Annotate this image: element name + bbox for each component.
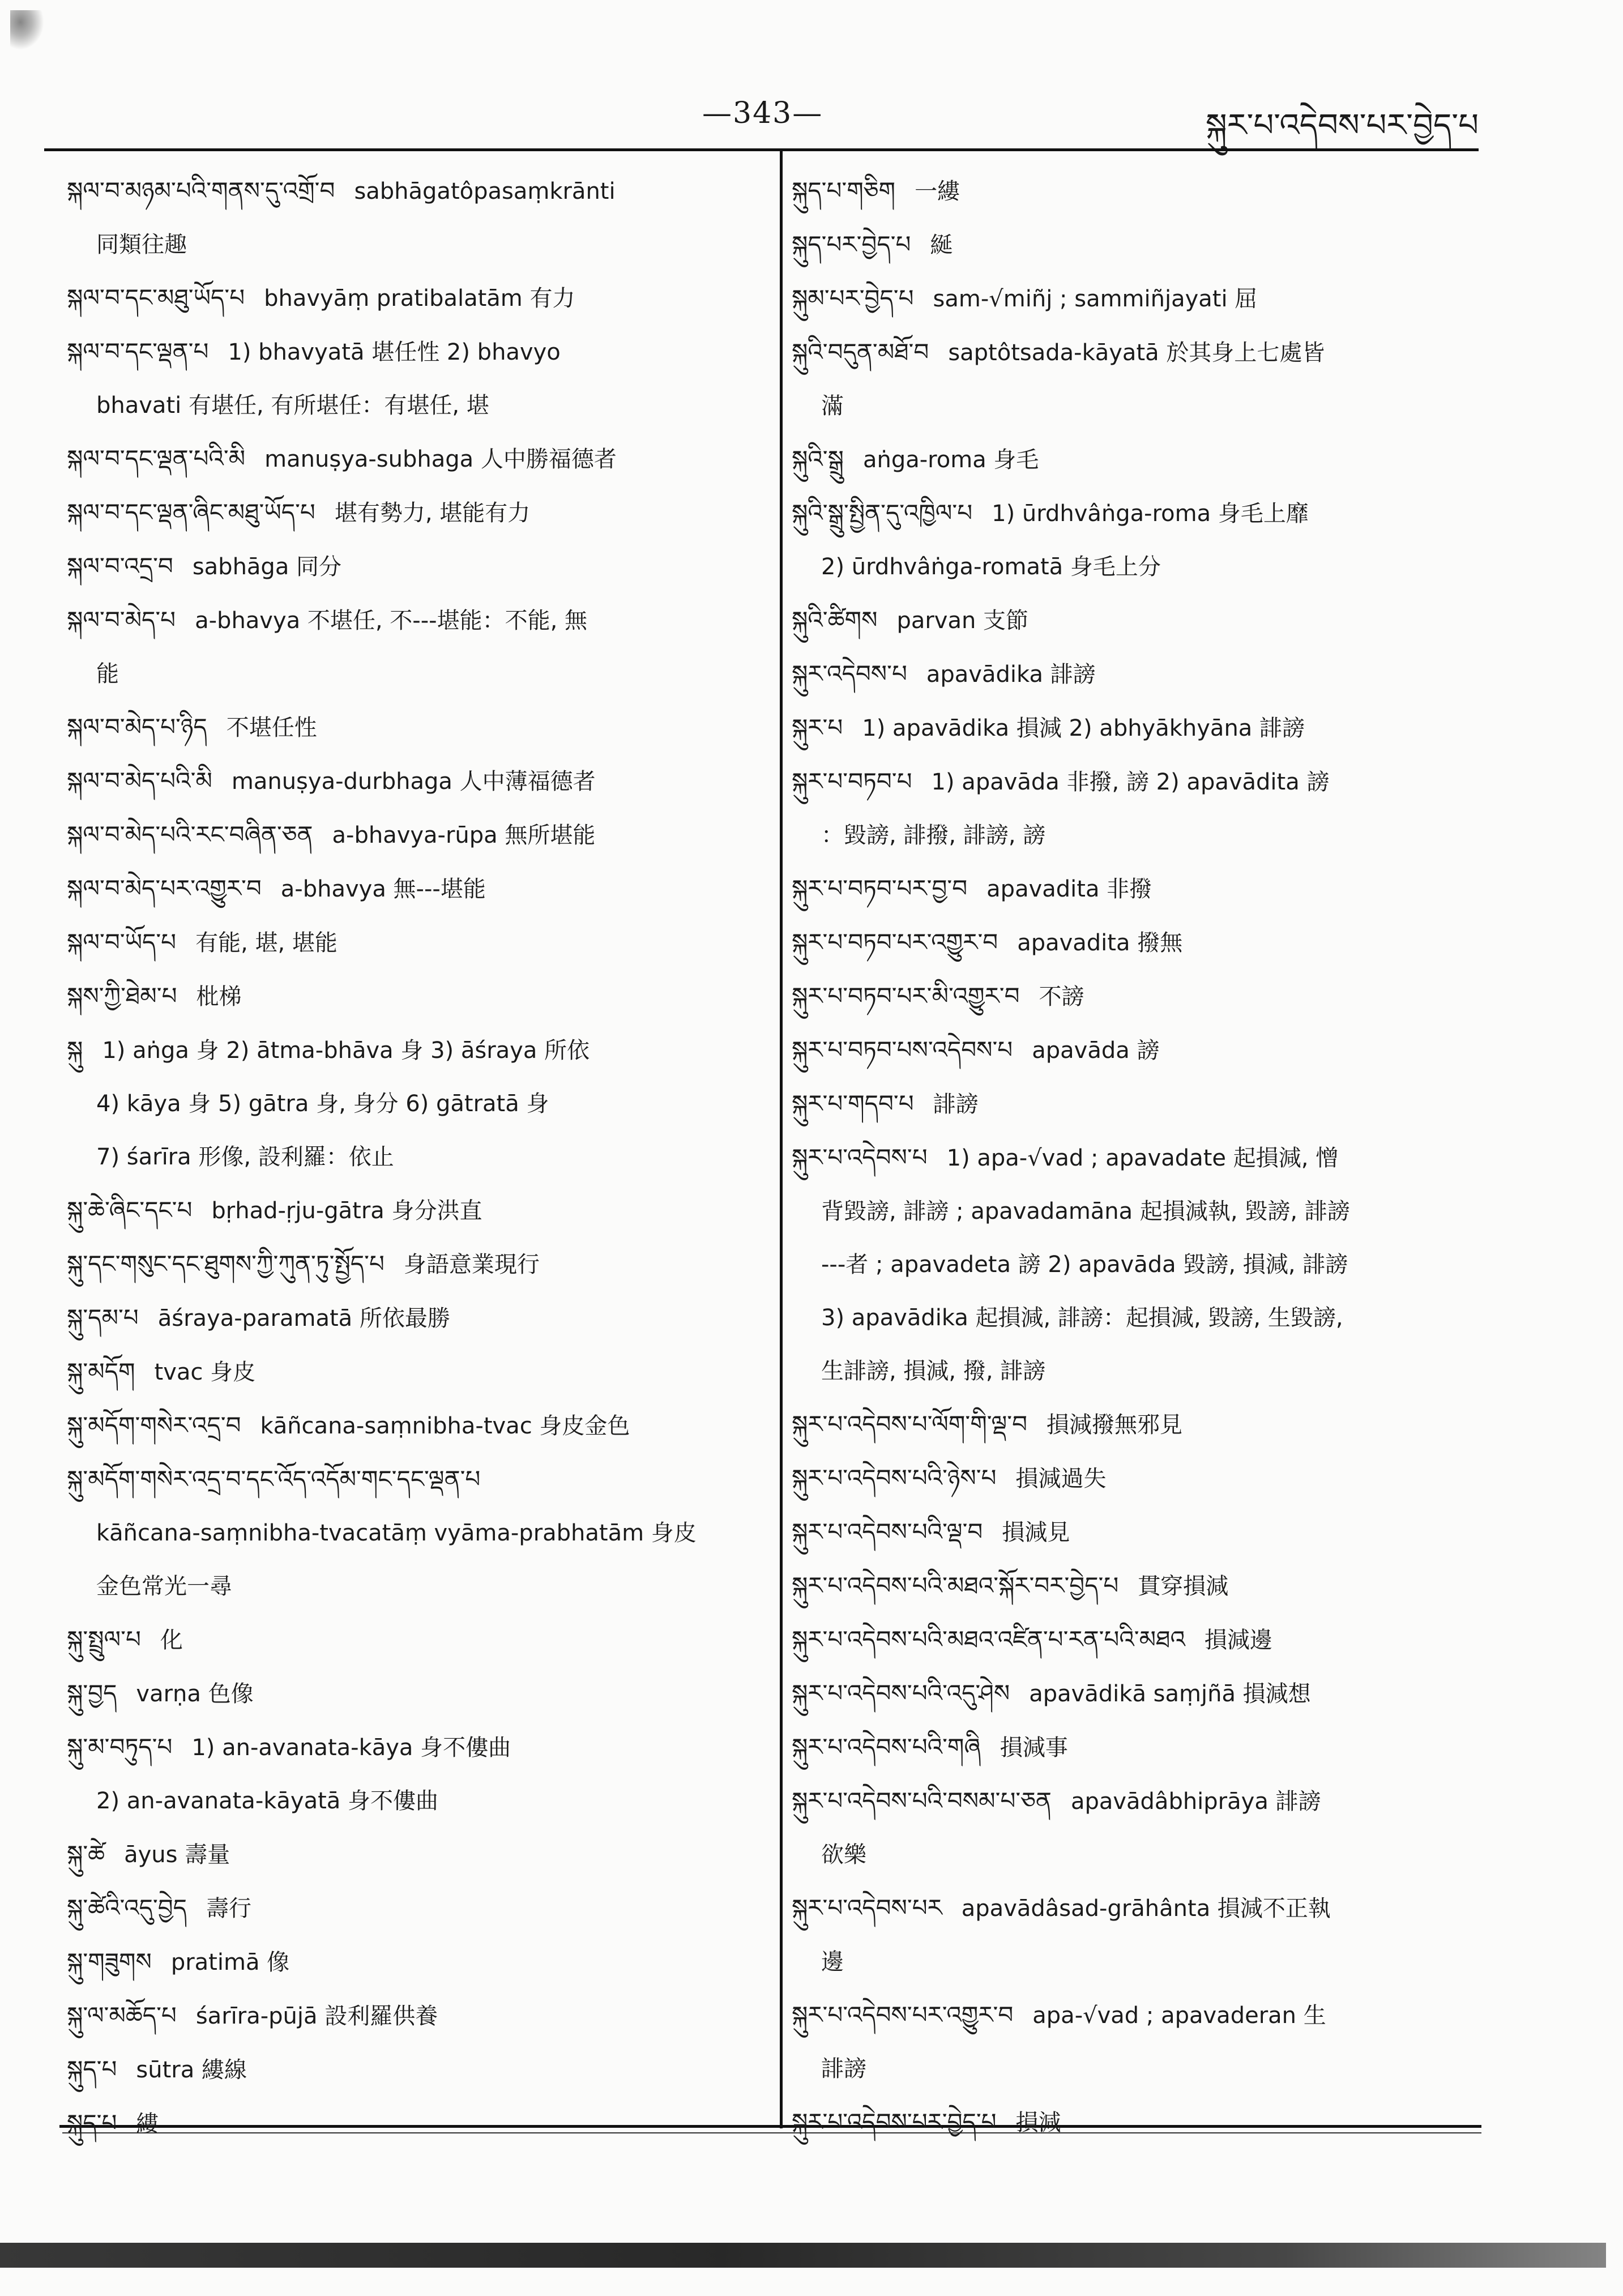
entry-tibetan-headword: སྐལ་བ་མཉམ་པའི་གནས་དུ་འགྲོ་བ — [67, 177, 335, 204]
dictionary-entry — [792, 272, 1477, 326]
dictionary-entry — [67, 1453, 758, 1560]
dictionary-entry — [67, 271, 758, 325]
entry-definition: 損減 — [1015, 2110, 1061, 2136]
entry-tibetan-headword: སྐུར་པ་འདེབས་པའི་འདུ་ཤེས — [792, 1679, 1010, 1707]
dictionary-entry — [792, 862, 1477, 916]
entry-tibetan-headword: སྐུ་ཆེ་ཞིང་དང་པ — [67, 1196, 193, 1224]
entry-tibetan-headword: སྐུ་ལ་མཆོད་པ — [67, 2001, 177, 2029]
dictionary-entry — [67, 1667, 758, 1721]
running-head: སྐུར་པ་འདེབས་པར་བྱེད་པ — [1205, 107, 1479, 144]
entry-tibetan-headword: སྐུར་པ་འདེབས་པ་ལོག་གི་ལྡ་བ — [792, 1410, 1028, 1438]
entry-definition: 貫穿損減 — [1138, 1573, 1229, 1599]
entry-tibetan-headword: སྐུ — [67, 1036, 83, 1064]
entry-tibetan-headword: སྐལ་བ་ཡོད་པ — [67, 928, 177, 956]
entry-definition: manuṣya-subhaga 人中勝福德者 — [264, 446, 617, 472]
entry-tibetan-headword: སྐུད་པར་བྱེད་པ — [792, 231, 911, 258]
dictionary-entry — [67, 1828, 758, 1881]
entry-tibetan-headword: སྐུད་པ — [67, 2109, 117, 2137]
entry-definition: 1) ūrdhvâṅga-roma 身毛上靡 — [992, 501, 1309, 527]
entry-tibetan-headword: སྐུ་བྱད — [67, 1679, 117, 1707]
entry-definition: 1) bhavyatā 堪任性 2) bhavyo — [228, 339, 561, 365]
dictionary-entry — [792, 486, 1477, 594]
entry-definition: varṇa 色像 — [136, 1681, 254, 1707]
scan-corner-mark — [10, 10, 44, 50]
entry-tibetan-headword: སྐལ་བ་མེད་པར་འགྱུར་བ — [67, 874, 262, 902]
entry-definition: 堪有勢力, 堪能有力 — [334, 500, 531, 526]
dictionary-entry — [67, 594, 758, 701]
entry-tibetan-headword: སྐུར་པ་འདེབས་པའི་བསམ་པ་ཅན — [792, 1787, 1052, 1815]
dictionary-entry — [792, 970, 1477, 1023]
dictionary-entry — [67, 1237, 758, 1291]
entry-tibetan-headword: སྐུད་པ་གཅིག — [792, 177, 896, 204]
entry-tibetan-headword: སྐུའི་སྒྲུ — [792, 445, 844, 473]
entry-continuation: 欲樂 — [821, 1842, 866, 1868]
entry-tibetan-headword: སྐུར་པ་གདབ་པ — [792, 1090, 914, 1117]
entry-continuation: 2) an-avanata-kāyatā 身不僂曲 — [96, 1788, 439, 1814]
entry-definition: apavadita 撥無 — [1017, 930, 1183, 956]
entry-tibetan-headword: སྐུར་པ་བཏབ་པ — [792, 767, 912, 795]
dictionary-entry — [67, 1399, 758, 1453]
entry-definition: apavādikā saṃjñā 損減想 — [1029, 1681, 1311, 1707]
dictionary-entry — [792, 1881, 1477, 1988]
entry-continuation: 3) apavādika 起損減, 誹謗：起損減, 毀謗, 生毀謗, — [821, 1305, 1343, 1331]
entry-definition: sabhāgatôpasaṃkrānti — [354, 178, 616, 204]
entry-definition: 損減見 — [1002, 1520, 1070, 1546]
entry-definition: tvac 身皮 — [154, 1359, 256, 1385]
entry-tibetan-headword: སྐུ་ཚེ — [67, 1840, 105, 1868]
scan-edge-band — [0, 2243, 1606, 2268]
entry-tibetan-headword: སྐུར་པ་འདེབས་པའི་མཐའ་འཛིན་པ་རན་པའི་མཐའ — [792, 1625, 1185, 1653]
dictionary-entry — [792, 1291, 1477, 1345]
entry-continuation: 2) ūrdhvâṅga-romatā 身毛上分 — [821, 554, 1161, 580]
entry-definition: pratimā 像 — [170, 1949, 290, 1975]
entry-tibetan-headword: སྐལ་བ་དང་ལྡན་པའི་མི — [67, 445, 246, 472]
dictionary-entry — [792, 1023, 1477, 1077]
entry-tibetan-headword: སྐུ་དང་གསུང་དང་ཐུགས་ཀྱི་ཀུན་ཏུ་སྤྱོད་པ — [67, 1250, 385, 1278]
entry-tibetan-headword: སྐུའི་སྒྲུ་སྤྱིན་དུ་འཁྱིལ་པ — [792, 499, 973, 527]
dictionary-entry — [792, 1077, 1477, 1131]
dictionary-entry — [67, 1560, 758, 1613]
dictionary-entry — [67, 1613, 758, 1667]
entry-continuation: 金色常光一尋 — [96, 1573, 232, 1599]
entry-definition: 化 — [160, 1627, 183, 1653]
page-number: —343— — [702, 96, 823, 130]
entry-definition: apavādâsad-grāhânta 損減不正執 — [961, 1896, 1331, 1922]
entry-definition: bṛhad-ṛju-gātra 身分洪直 — [211, 1198, 482, 1224]
entry-tibetan-headword: སྐུར་པ་བཏབ་པར་འགྱུར་བ — [792, 928, 998, 956]
entry-definition: apavādâbhiprāya 誹謗 — [1070, 1789, 1321, 1815]
dictionary-entry — [792, 1613, 1477, 1667]
entry-definition: 1) apa-√vad ; apavadate 起損減, 憎 — [946, 1145, 1339, 1171]
entry-definition: a-bhavya 不堪任, 不---堪能：不能, 無 — [195, 608, 588, 634]
entry-definition: 枇梯 — [196, 984, 242, 1010]
entry-definition: apa-√vad ; apavaderan 生 — [1032, 2003, 1326, 2029]
entry-definition: manuṣya-durbhaga 人中薄福德者 — [231, 769, 596, 795]
entry-tibetan-headword: སྐུར་པ་འདེབས་པའི་ལྡ་བ — [792, 1518, 983, 1546]
entry-tibetan-headword: སྐས་ཀྱི་ཐེམ་པ — [67, 982, 177, 1010]
entry-tibetan-headword: སྐལ་བ་མེད་པ — [67, 606, 176, 634]
dictionary-entry — [792, 1398, 1477, 1452]
dictionary-entry — [67, 754, 758, 808]
dictionary-entry — [792, 1667, 1477, 1721]
dictionary-entry — [67, 2043, 758, 2097]
entry-definition: āśraya-paramatā 所依最勝 — [157, 1305, 450, 1331]
dictionary-entry — [67, 1935, 758, 1989]
right-column — [792, 164, 1477, 2149]
entry-tibetan-headword: སྐུམ་པར་བྱེད་པ — [792, 284, 914, 312]
entry-definition: sam-√miñj ; sammiñjayati 屈 — [933, 286, 1258, 312]
entry-definition: 綖 — [930, 232, 953, 258]
entry-tibetan-headword: སྐུ་མདོག — [67, 1358, 135, 1385]
entry-definition: apavāda 謗 — [1032, 1038, 1160, 1064]
dictionary-entry — [67, 970, 758, 1023]
entry-tibetan-headword: སྐུའི་ཚིགས — [792, 606, 878, 634]
entry-tibetan-headword: སྐུ་མདོག་གསེར་འདྲ་བ — [67, 1411, 241, 1439]
entry-definition: 不謗 — [1039, 984, 1084, 1010]
dictionary-entry — [67, 1989, 758, 2043]
entry-definition: 身語意業現行 — [403, 1252, 540, 1278]
entry-definition: 1) apavāda 非撥, 謗 2) apavādita 謗 — [931, 769, 1330, 795]
dictionary-entry — [792, 1452, 1477, 1505]
entry-definition: 損減事 — [1000, 1735, 1068, 1761]
entry-definition: 1) apavādika 損減 2) abhyākhyāna 誹謗 — [862, 715, 1305, 741]
entry-tibetan-headword: སྐུར་པ་འདེབས་པ — [792, 1143, 928, 1171]
entry-definition: 損減過失 — [1015, 1466, 1107, 1492]
entry-definition: aṅga-roma 身毛 — [862, 447, 1039, 473]
entry-definition: 一縷 — [915, 178, 960, 204]
dictionary-entry — [67, 325, 758, 432]
dictionary-entry — [67, 1130, 758, 1184]
entry-continuation: ---者 ; apavadeta 謗 2) apavāda 毀謗, 損減, 誹謗 — [821, 1252, 1348, 1278]
entry-definition: 不堪任性 — [226, 715, 317, 741]
entry-tibetan-headword: སྐལ་བ་དང་ལྡན་ཞིང་མཐུ་ཡོད་པ — [67, 498, 315, 526]
dictionary-entry — [67, 701, 758, 754]
dictionary-entry — [792, 1505, 1477, 1559]
entry-tibetan-headword: སྐུར་པ་འདེབས་པའི་གཞི — [792, 1733, 981, 1761]
entry-definition: apavādika 誹謗 — [926, 662, 1096, 688]
top-rule — [44, 148, 1479, 151]
entry-definition: 1) an-avanata-kāya 身不僂曲 — [191, 1735, 511, 1761]
entry-tibetan-headword: སྐུ་ཚེའི་འདུ་བྱེད — [67, 1894, 187, 1922]
entry-tibetan-headword: སྐལ་བ་མེད་པའི་རང་བཞིན་ཅན — [67, 821, 313, 848]
entry-continuation: 誹謗 — [821, 2056, 866, 2082]
dictionary-entry — [792, 433, 1477, 486]
dictionary-entry — [792, 1345, 1477, 1398]
column-divider — [780, 148, 783, 2128]
dictionary-entry — [67, 2097, 758, 2150]
dictionary-entry — [67, 1721, 758, 1828]
entry-definition: śarīra-pūjā 設利羅供養 — [195, 2003, 438, 2029]
dictionary-entry — [67, 916, 758, 970]
entry-definition: kāñcana-saṃnibha-tvac 身皮金色 — [260, 1413, 630, 1439]
entry-definition: bhavyāṃ pratibalatām 有力 — [264, 285, 575, 311]
dictionary-entry — [792, 2096, 1477, 2149]
entry-definition: saptôtsada-kāyatā 於其身上七處皆 — [948, 340, 1325, 366]
entry-continuation: 背毀謗, 誹謗 ; apavadamāna 起損減執, 毀謗, 誹謗 — [821, 1198, 1350, 1224]
dictionary-entry — [792, 647, 1477, 701]
entry-tibetan-headword: སྐུ་དམ་པ — [67, 1304, 139, 1331]
dictionary-entry — [792, 164, 1477, 218]
entry-definition: sabhāga 同分 — [192, 554, 342, 580]
entry-definition: sūtra 縷線 — [136, 2057, 247, 2083]
entry-definition: apavadita 非撥 — [986, 876, 1152, 902]
entry-tibetan-headword: སྐལ་བ་དང་ལྡན་པ — [67, 338, 209, 365]
dictionary-entry — [67, 432, 758, 486]
entry-continuation: kāñcana-saṃnibha-tvacatāṃ vyāma-prabhatām 身皮 — [96, 1520, 697, 1546]
dictionary-entry — [792, 1131, 1477, 1238]
entry-definition: 有能, 堪, 堪能 — [195, 930, 338, 956]
dictionary-entry — [792, 1559, 1477, 1613]
entry-tibetan-headword: སྐུར་པ་འདེབས་པའི་མཐའ་སྐོར་བར་བྱེད་པ — [792, 1572, 1119, 1599]
entry-definition: 壽行 — [206, 1896, 251, 1922]
entry-tibetan-headword: སྐལ་བ་དང་མཐུ་ཡོད་པ — [67, 284, 245, 311]
entry-tibetan-headword: སྐུ་སྤྲུལ་པ — [67, 1625, 141, 1653]
dictionary-entry — [67, 486, 758, 540]
entry-definition: a-bhavya 無---堪能 — [280, 876, 486, 902]
entry-continuation: 7) śarīra 形像, 設利羅：依止 — [96, 1144, 394, 1170]
entry-definition: 誹謗 — [933, 1091, 979, 1117]
entry-definition: āyus 壽量 — [124, 1842, 230, 1868]
entry-tibetan-headword: སྐལ་བ་མེད་པའི་མི — [67, 767, 212, 795]
entry-tibetan-headword: སྐུར་པ་བཏབ་པར་བྱ་བ — [792, 874, 968, 902]
dictionary-entry — [67, 1881, 758, 1935]
dictionary-entry — [67, 164, 758, 271]
entry-tibetan-headword: སྐུ་གཟུགས — [67, 1948, 152, 1975]
dictionary-entry — [67, 1184, 758, 1237]
entry-tibetan-headword: སྐལ་བ་འདྲ་བ — [67, 552, 173, 580]
dictionary-entry — [67, 1023, 758, 1130]
entry-continuation: ：毀謗, 誹撥, 誹謗, 謗 — [821, 822, 1046, 848]
dictionary-entry — [792, 916, 1477, 970]
entry-continuation: 滿 — [821, 393, 844, 419]
entry-definition: a-bhavya-rūpa 無所堪能 — [332, 822, 596, 848]
entry-continuation: 能 — [96, 661, 119, 687]
dictionary-entry — [792, 1721, 1477, 1774]
entry-tibetan-headword: སྐུའི་བདུན་མཐོ་བ — [792, 338, 929, 366]
dictionary-entry — [792, 594, 1477, 647]
dictionary-entry — [792, 1774, 1477, 1881]
entry-tibetan-headword: སྐུར་པ་འདེབས་པར — [792, 1894, 942, 1922]
entry-tibetan-headword: སྐུར་འདེབས་པ — [792, 660, 907, 688]
dictionary-entry — [67, 1345, 758, 1399]
entry-tibetan-headword: སྐུར་པ་འདེབས་པར་བྱེད་པ — [792, 2108, 997, 2136]
dictionary-entry — [792, 755, 1477, 862]
dictionary-entry — [67, 1291, 758, 1345]
dictionary-entry — [792, 701, 1477, 755]
entry-definition: 損減撥無邪見 — [1047, 1412, 1183, 1438]
entry-tibetan-headword: སྐུར་པ — [792, 714, 843, 741]
entry-continuation: bhavati 有堪任, 有所堪任：有堪任, 堪 — [96, 392, 489, 419]
entry-continuation: 4) kāya 身 5) gātra 身, 身分 6) gātratā 身 — [96, 1091, 549, 1117]
entry-continuation: 同類往趣 — [96, 232, 187, 258]
dictionary-entry — [792, 326, 1477, 433]
left-column — [67, 164, 758, 2150]
dictionary-entry — [67, 808, 758, 862]
entry-continuation: 邊 — [821, 1949, 844, 1975]
entry-definition: parvan 支節 — [896, 608, 1029, 634]
entry-tibetan-headword: སྐུད་པ — [67, 2055, 117, 2083]
entry-definition: 損減邊 — [1204, 1627, 1272, 1653]
entry-tibetan-headword: སྐུར་པ་བཏབ་པས་འདེབས་པ — [792, 1036, 1013, 1064]
dictionary-entry — [792, 218, 1477, 272]
dictionary-entry — [792, 1988, 1477, 2096]
entry-continuation: 生誹謗, 損減, 撥, 誹謗 — [821, 1358, 1046, 1384]
entry-tibetan-headword: སྐུར་པ་འདེབས་པའི་ཉེས་པ — [792, 1464, 997, 1492]
entry-definition: 縷 — [136, 2111, 159, 2137]
dictionary-entry — [67, 862, 758, 916]
dictionary-entry — [792, 1238, 1477, 1291]
dictionary-entry — [67, 540, 758, 594]
entry-tibetan-headword: སྐུར་པ་འདེབས་པར་འགྱུར་བ — [792, 2001, 1014, 2029]
entry-tibetan-headword: སྐུ་མདོག་གསེར་འདྲ་བ་དང་འོད་འདོམ་གང་དང་ལྡན་པ — [67, 1465, 481, 1493]
entry-tibetan-headword: སྐུར་པ་བཏབ་པར་མི་འགྱུར་བ — [792, 982, 1020, 1010]
entry-tibetan-headword: སྐུ་མ་བཏུད་པ — [67, 1733, 173, 1761]
entry-definition: 1) aṅga 身 2) ātma-bhāva 身 3) āśraya 所依 — [102, 1038, 590, 1064]
entry-tibetan-headword: སྐལ་བ་མེད་པ་ཉིད — [67, 713, 207, 741]
